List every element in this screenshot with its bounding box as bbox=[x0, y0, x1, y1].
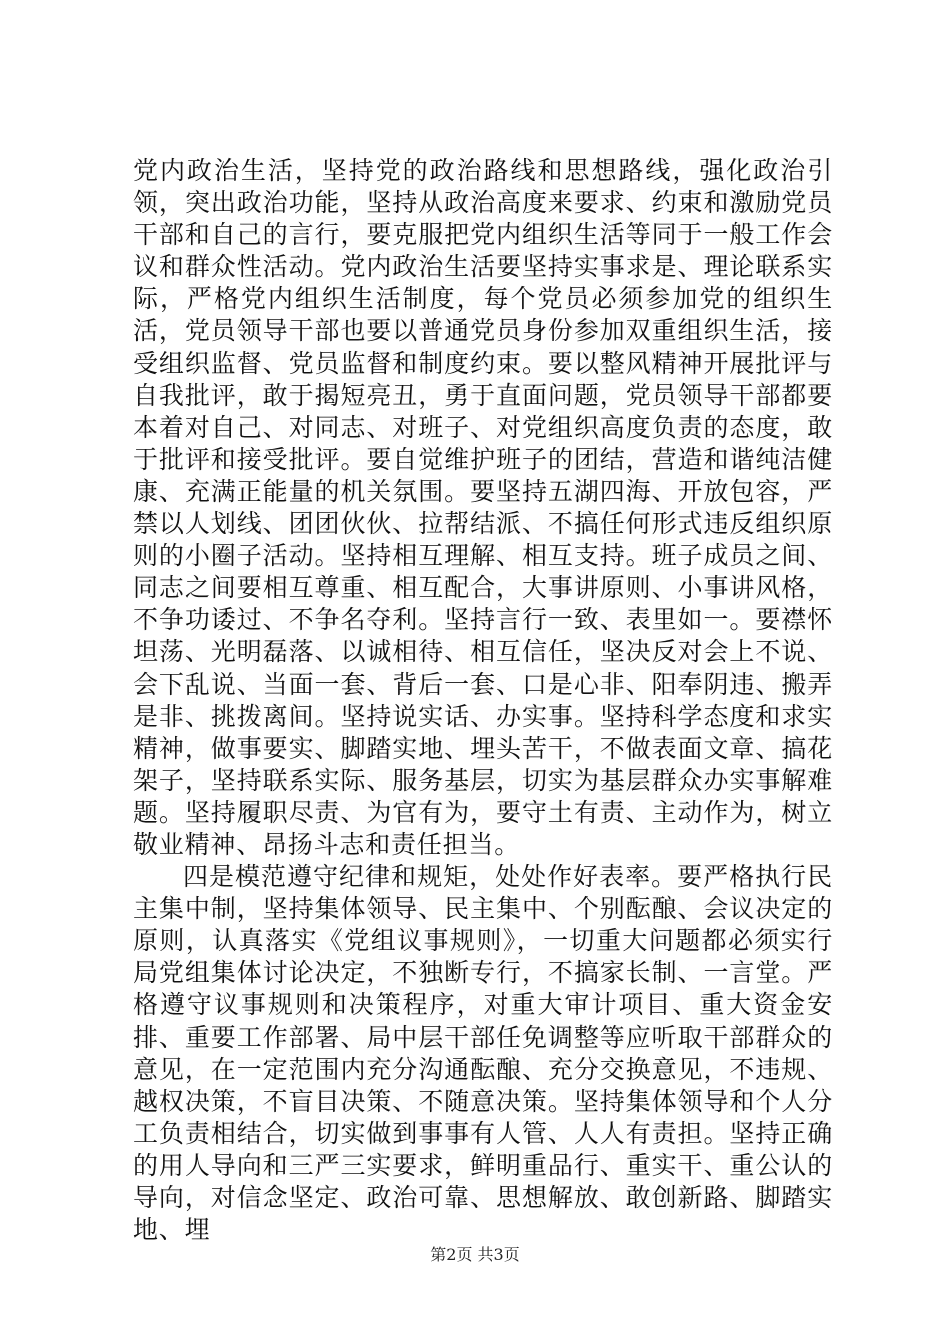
document-body bbox=[133, 155, 833, 1246]
page-number-label: 第2页 共3页 bbox=[430, 1245, 520, 1264]
paragraph-party-political-life: 党内政治生活，坚持党的政治路线和思想路线，强化政治引领，突出政治功能，坚持从政治高度来要求、约束和激励党员干部和自己的言行，要克服把党内组织生活等同于一般工作会议和群众性活动。党内政治生活要坚持实事求是、理论联系实际，严格党内组织生活制度，每个党员必须参加党的组织生活，党员领导干部也要以普通党员身份参加双重组织生活，接受组织监督、党员监督和制度约束。要以整风精神开展批评与自我批评，敢于揭短亮丑，勇于直面问题，党员领导干部都要本着对自己、对同志、对班子、对党组织高度负责的态度，敢于批评和接受批评。要自觉维护班子的团结，营造和谐纯洁健康、充满正能量的机关氛围。要坚持五湖四海、开放包容，严禁以人划线、团团伙伙、拉帮结派、不搞任何形式违反组织原则的小圈子活动。坚持相互理解、相互支持。班子成员之间、同志之间要相互尊重、相互配合，大事讲原则、小事讲风格，不争功诿过、不争名夺利。坚持言行一致、表里如一。要襟怀坦荡、光明磊落、以诚相待、相互信任，坚决反对会上不说、会下乱说、当面一套、背后一套、口是心非、阳奉阴违、搬弄是非、挑拨离间。坚持说实话、办实事。坚持科学态度和求实精神，做事要实、脚踏实地、埋头苦干，不做表面文章、搞花架子，坚持联系实际、服务基层，切实为基层群众办实事解难题。坚持履职尽责、为官有为，要守土有责、主动作为，树立敬业精神、昂扬斗志和责任担当。 bbox=[133, 156, 833, 859]
page-footer bbox=[0, 1245, 950, 1265]
paragraph-discipline-rules: 四是模范遵守纪律和规矩，处处作好表率。要严格执行民主集中制，坚持集体领导、民主集中、个别酝酿、会议决定的原则，认真落实《党组议事规则》，一切重大问题都必须实行局党组集体讨论决定，不独断专行，不搞家长制、一言堂。严格遵守议事规则和决策程序，对重大审计项目、重大资金安排、重要工作部署、局中层干部任免调整等应听取干部群众的意见，在一定范围内充分沟通酝酿、充分交换意见，不违规、越权决策，不盲目决策、不随意决策。坚持集体领导和个人分工负责相结合，切实做到事事有人管、人人有责担。坚持正确的用人导向和三严三实要求，鲜明重品行、重实干、重公认的导向，对信念坚定、政治可靠、思想解放、敢创新路、脚踏实地、埋 bbox=[133, 862, 833, 1245]
